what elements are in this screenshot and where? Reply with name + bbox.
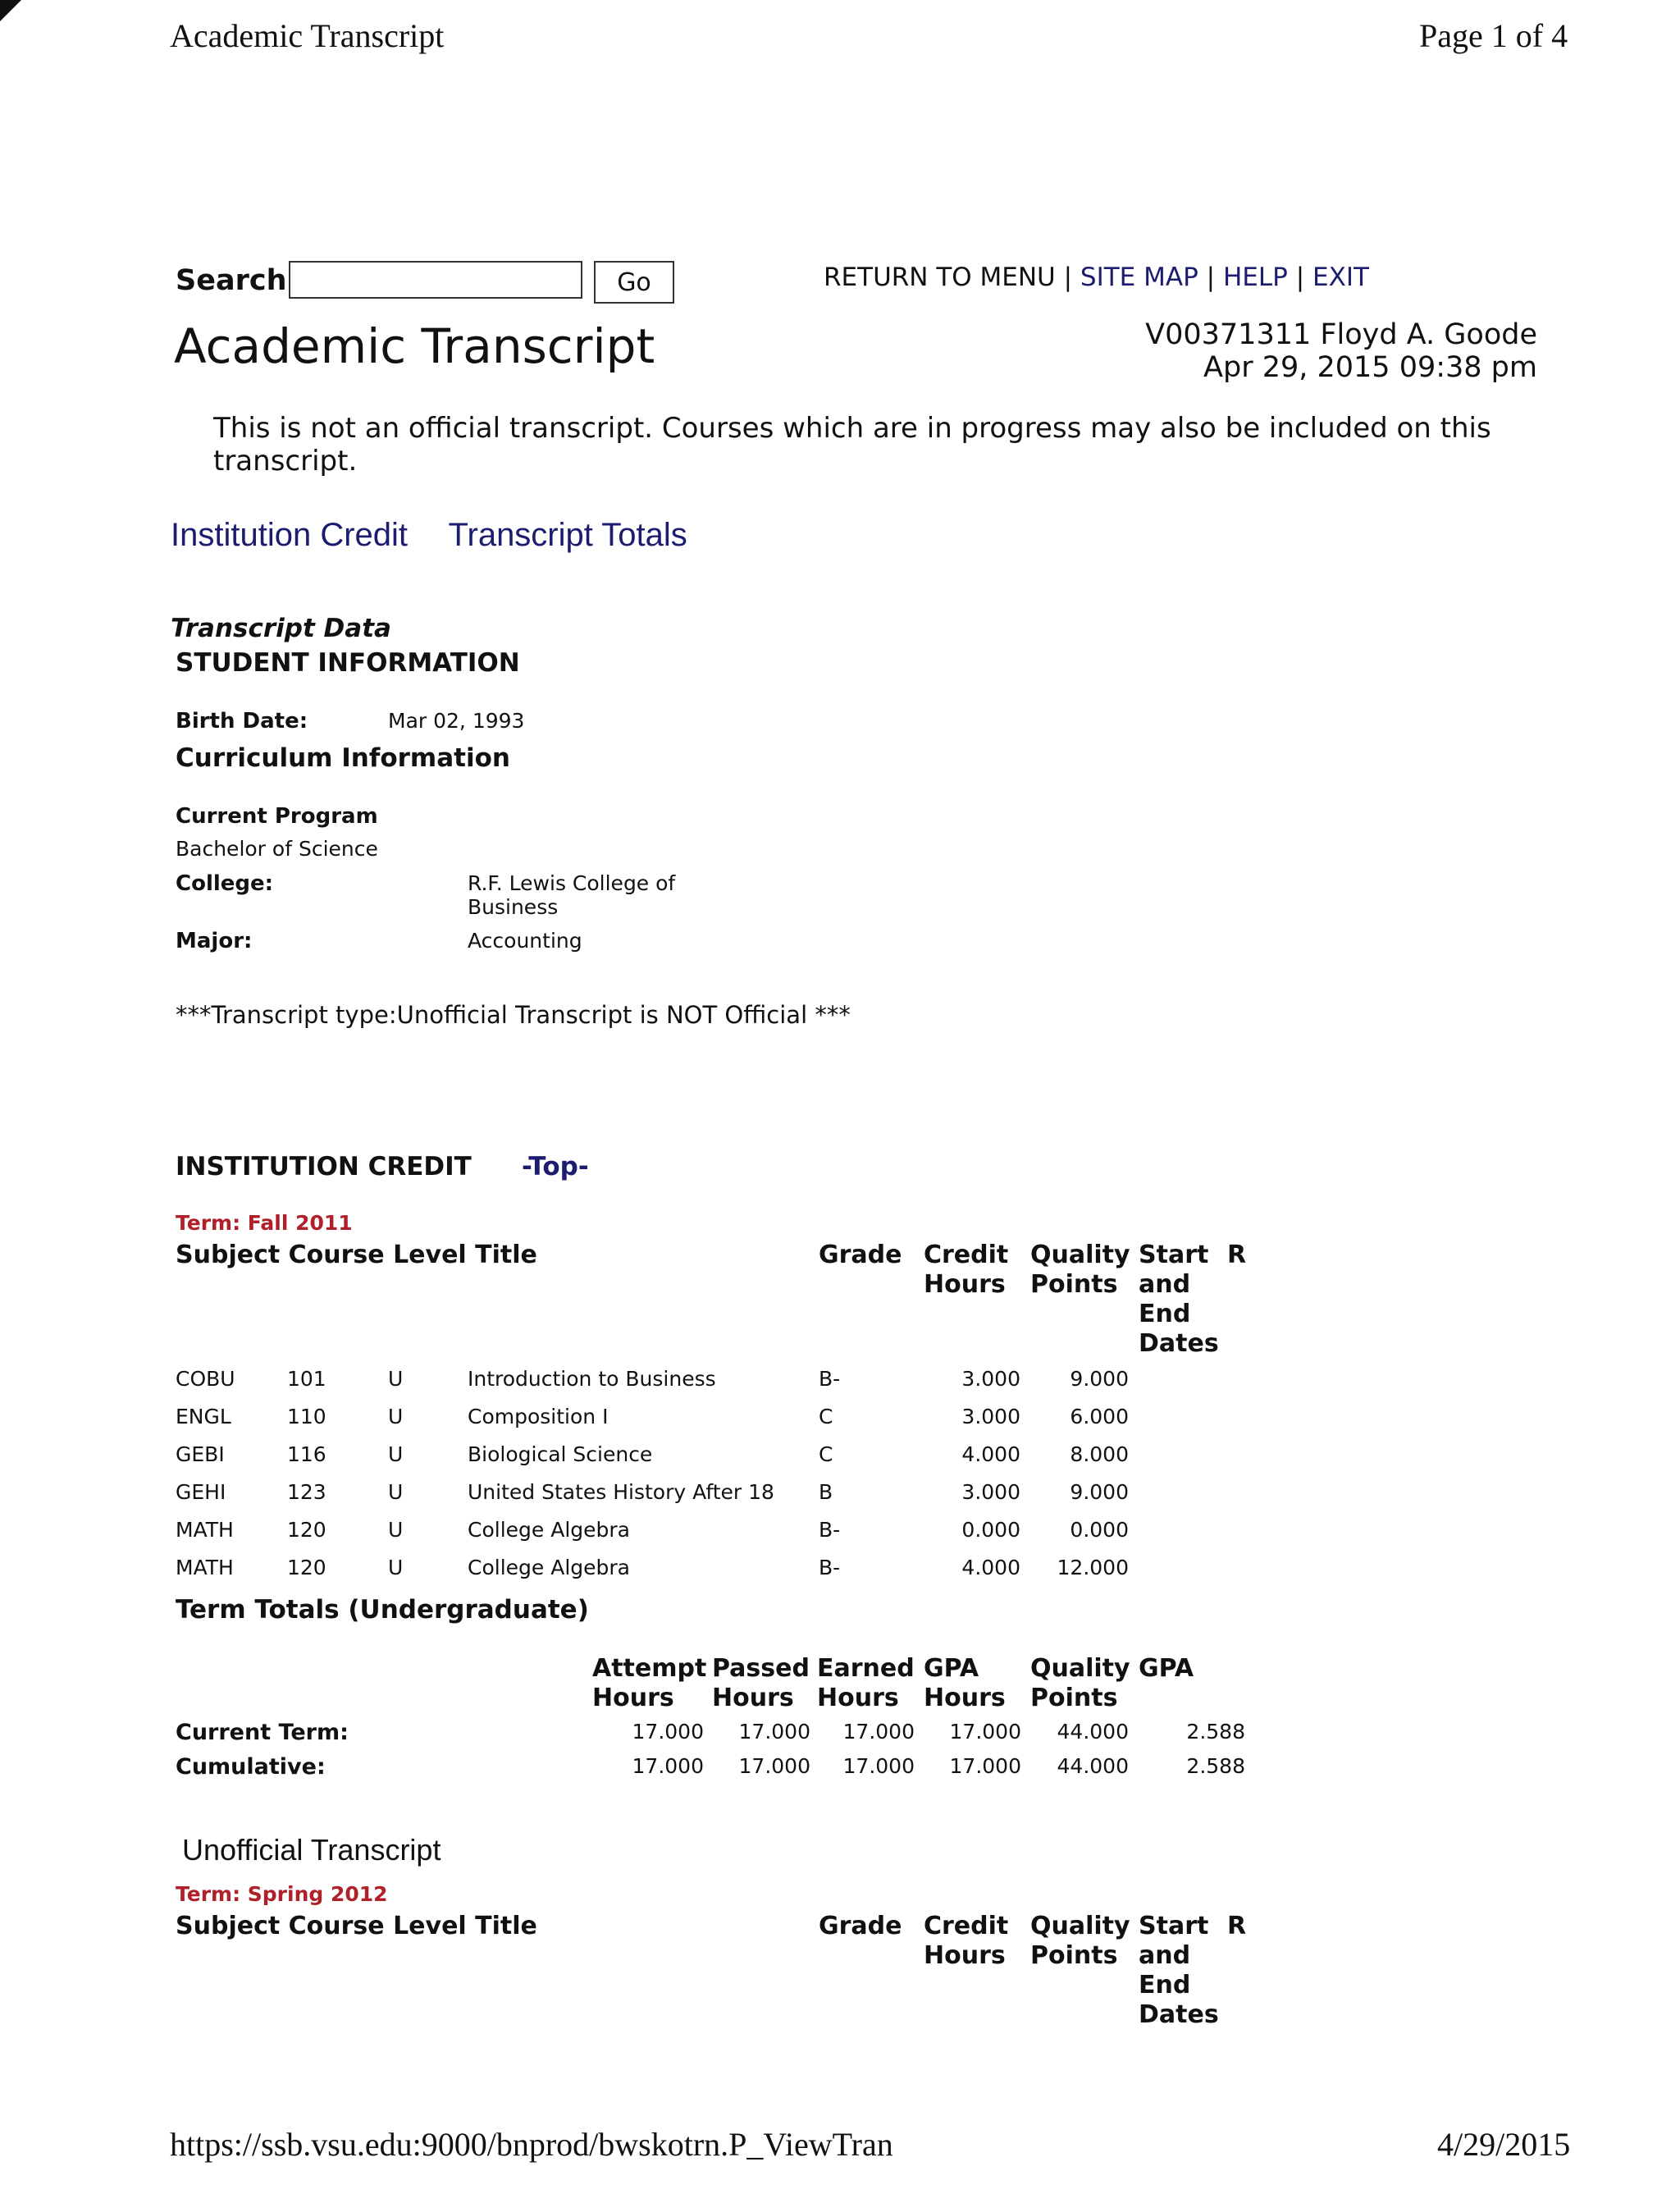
quality-points-cell: 12.000 [1057, 1556, 1129, 1579]
col-attempt-hours: Attempt Hours [592, 1654, 707, 1712]
site-map-link[interactable]: SITE MAP [1080, 263, 1198, 292]
level-cell: U [388, 1518, 404, 1542]
notice-line-2: transcript. [213, 445, 358, 478]
course-row [0, 1480, 1680, 1510]
grade-cell: B- [819, 1367, 841, 1391]
quality-points-cell: 9.000 [1070, 1367, 1129, 1391]
totals-row-cumulative [0, 1754, 1680, 1784]
quality-points-cell: 0.000 [1070, 1518, 1129, 1542]
gpa-hours-value: 17.000 [949, 1720, 1021, 1744]
unofficial-transcript-label: Unofficial Transcript [182, 1833, 441, 1867]
credit-hours-cell: 3.000 [961, 1367, 1020, 1391]
credit-hours-cell: 3.000 [961, 1480, 1020, 1504]
term-label-fall-2011: Term: Fall 2011 [176, 1211, 353, 1235]
subject-cell: GEHI [176, 1480, 226, 1504]
col-grade: Grade [819, 1912, 902, 1940]
level-cell: U [388, 1480, 404, 1504]
nav-separator: | [1206, 263, 1216, 292]
help-link[interactable]: HELP [1222, 263, 1288, 292]
term-label-spring-2012: Term: Spring 2012 [176, 1882, 388, 1906]
passed-hours-value: 17.000 [738, 1754, 810, 1778]
scan-corner-mark [0, 0, 21, 21]
subject-cell: MATH [176, 1556, 234, 1579]
exit-link[interactable]: EXIT [1312, 263, 1369, 292]
grade-cell: B [819, 1480, 833, 1504]
go-button[interactable]: Go [594, 261, 674, 304]
college-value-line-2: Business [468, 895, 559, 919]
course-row [0, 1442, 1680, 1472]
totals-row-label: Cumulative: [176, 1754, 326, 1780]
college-value-line-1: R.F. Lewis College of [468, 871, 676, 895]
course-row [0, 1405, 1680, 1434]
course-table-header [0, 1241, 1680, 1364]
level-cell: U [388, 1442, 404, 1466]
gpa-hours-value: 17.000 [949, 1754, 1021, 1778]
col-start-end-dates: Start and End Dates [1139, 1241, 1219, 1358]
col-r: R [1227, 1241, 1247, 1269]
col-start-end-dates: Start and End Dates [1139, 1912, 1219, 2029]
level-cell: U [388, 1556, 404, 1579]
title-cell: Introduction to Business [468, 1367, 716, 1391]
quality-points-cell: 9.000 [1070, 1480, 1129, 1504]
earned-hours-value: 17.000 [842, 1754, 915, 1778]
current-program-label: Current Program [176, 804, 378, 829]
quality-points-cell: 8.000 [1070, 1442, 1129, 1466]
col-earned-hours: Earned Hours [817, 1654, 915, 1712]
attempt-hours-value: 17.000 [632, 1754, 704, 1778]
nav-separator: | [1063, 263, 1073, 292]
totals-row-current-term [0, 1720, 1680, 1749]
top-link[interactable]: -Top- [522, 1152, 589, 1181]
level-cell: U [388, 1367, 404, 1391]
grade-cell: B- [819, 1556, 841, 1579]
col-subject-course-level-title: Subject Course Level Title [176, 1912, 537, 1940]
section-links [171, 517, 687, 554]
totals-table-header [0, 1654, 1680, 1716]
institution-credit-link[interactable]: Institution Credit [171, 517, 409, 553]
passed-hours-value: 17.000 [738, 1720, 810, 1744]
level-cell: U [388, 1405, 404, 1428]
col-gpa: GPA [1139, 1654, 1194, 1683]
col-credit: Credit Hours [924, 1912, 1009, 1970]
return-to-menu-link[interactable]: RETURN TO MENU [824, 263, 1056, 292]
col-credit: Credit Hours [924, 1241, 1009, 1299]
subject-cell: GEBI [176, 1442, 225, 1466]
title-cell: Composition I [468, 1405, 609, 1428]
current-program-value: Bachelor of Science [176, 837, 378, 861]
grade-cell: C [819, 1405, 833, 1428]
course-number-cell: 101 [287, 1367, 326, 1391]
nav-separator: | [1295, 263, 1305, 292]
term-totals-heading: Term Totals (Undergraduate) [176, 1595, 589, 1625]
major-value: Accounting [468, 929, 582, 953]
notice-line-1: This is not an official transcript. Courses which are in progress may also be included on this [213, 412, 1491, 445]
birth-date-value: Mar 02, 1993 [388, 709, 525, 733]
page-title: Academic Transcript [174, 318, 655, 374]
title-cell: United States History After 18 [468, 1480, 774, 1504]
title-cell: College Algebra [468, 1518, 630, 1542]
earned-hours-value: 17.000 [842, 1720, 915, 1744]
user-datetime: Apr 29, 2015 09:38 pm [1203, 351, 1537, 384]
title-cell: Biological Science [468, 1442, 653, 1466]
course-number-cell: 120 [287, 1518, 326, 1542]
course-number-cell: 123 [287, 1480, 326, 1504]
print-header-title: Academic Transcript [170, 17, 445, 54]
course-number-cell: 116 [287, 1442, 326, 1466]
credit-hours-cell: 4.000 [961, 1442, 1020, 1466]
gpa-value: 2.588 [1186, 1720, 1245, 1744]
subject-cell: COBU [176, 1367, 235, 1391]
attempt-hours-value: 17.000 [632, 1720, 704, 1744]
course-number-cell: 110 [287, 1405, 326, 1428]
quality-points-value: 44.000 [1057, 1720, 1129, 1744]
birth-date-label: Birth Date: [176, 709, 308, 734]
col-subject-course-level-title: Subject Course Level Title [176, 1241, 537, 1269]
course-table-header [0, 1912, 1680, 2035]
top-nav [824, 263, 1369, 292]
col-gpa-hours: GPA Hours [924, 1654, 1006, 1712]
quality-points-value: 44.000 [1057, 1754, 1129, 1778]
major-label: Major: [176, 929, 253, 953]
transcript-type-line: ***Transcript type:Unofficial Transcript is NOT Official *** [176, 1001, 851, 1029]
totals-row-label: Current Term: [176, 1720, 349, 1745]
subject-cell: ENGL [176, 1405, 231, 1428]
student-info-heading: STUDENT INFORMATION [176, 648, 520, 678]
course-row [0, 1367, 1680, 1396]
subject-cell: MATH [176, 1518, 234, 1542]
gpa-value: 2.588 [1186, 1754, 1245, 1778]
print-page-number: Page 1 of 4 [1419, 17, 1568, 54]
credit-hours-cell: 4.000 [961, 1556, 1020, 1579]
course-number-cell: 120 [287, 1556, 326, 1579]
col-quality: Quality Points [1030, 1912, 1130, 1970]
col-quality: Quality Points [1030, 1241, 1130, 1299]
col-r: R [1227, 1912, 1247, 1940]
print-footer-url: https://ssb.vsu.edu:9000/bnprod/bwskotrn.P_ViewTran [170, 2126, 893, 2163]
credit-hours-cell: 3.000 [961, 1405, 1020, 1428]
user-id-name: V00371311 Floyd A. Goode [1145, 318, 1537, 351]
search-label: Search [176, 264, 287, 297]
col-grade: Grade [819, 1241, 902, 1269]
grade-cell: B- [819, 1518, 841, 1542]
title-cell: College Algebra [468, 1556, 630, 1579]
course-row [0, 1518, 1680, 1547]
quality-points-cell: 6.000 [1070, 1405, 1129, 1428]
col-passed-hours: Passed Hours [712, 1654, 810, 1712]
institution-credit-heading: INSTITUTION CREDIT [176, 1152, 472, 1181]
curriculum-heading: Curriculum Information [176, 743, 510, 773]
print-footer-date: 4/29/2015 [1437, 2126, 1571, 2163]
col-quality-points: Quality Points [1030, 1654, 1130, 1712]
search-input[interactable] [289, 261, 582, 299]
college-label: College: [176, 871, 274, 896]
course-row [0, 1556, 1680, 1585]
grade-cell: C [819, 1442, 833, 1466]
credit-hours-cell: 0.000 [961, 1518, 1020, 1542]
transcript-totals-link[interactable]: Transcript Totals [448, 517, 687, 553]
transcript-data-label: Transcript Data [171, 614, 391, 643]
